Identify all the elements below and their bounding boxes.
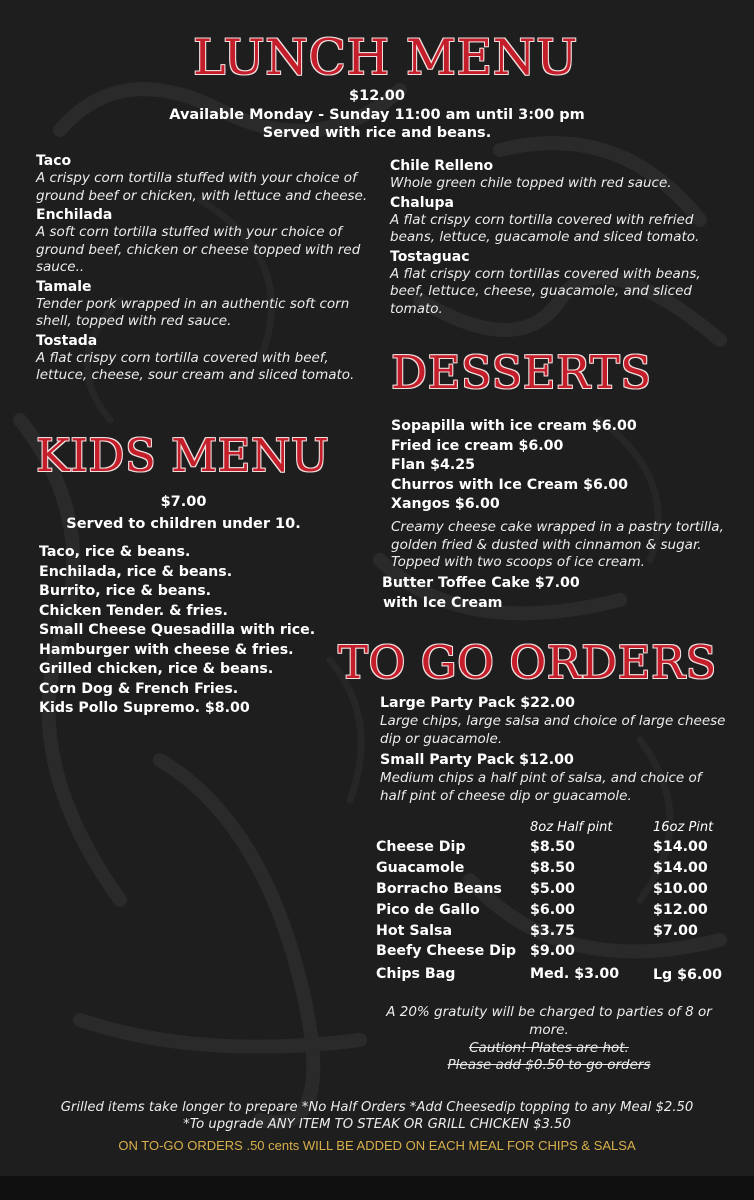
table-row xyxy=(376,899,722,920)
item-name: Chalupa xyxy=(390,194,454,211)
cell-half: $8.50 xyxy=(530,839,575,856)
lunch-price: $12.00 xyxy=(349,88,405,104)
lunch-menu-heading: LUNCH MENU xyxy=(193,29,578,86)
to-go-orders-heading: TO GO ORDERS xyxy=(338,636,717,689)
item-description: A crispy corn tortilla stuffed with your choice of ground beef or chicken, with lettuce and cheese. xyxy=(36,170,368,204)
butter-toffee-item xyxy=(382,574,580,613)
list-item: Sopapilla with ice cream $6.00 xyxy=(391,418,637,434)
item-description: A flat crispy corn tortilla covered with beef, lettuce, cheese, sour cream and sliced tomato. xyxy=(36,349,355,383)
cell-item: Chips Bag xyxy=(376,965,456,982)
item-name: Large Party Pack $22.00 xyxy=(380,695,576,711)
table-row xyxy=(376,920,722,941)
table-row xyxy=(376,941,722,962)
table-row xyxy=(376,858,722,879)
lunch-item xyxy=(36,279,378,331)
footer-to-go-notice: ON TO-GO ORDERS .50 cents WILL BE ADDED ON EACH MEAL FOR CHIPS & SALSA xyxy=(118,1138,636,1153)
cell-pint xyxy=(653,941,722,962)
side-prices-table xyxy=(376,817,722,986)
kids-price: $7.00 xyxy=(160,494,207,510)
item-name: Tostaguac xyxy=(390,248,470,265)
list-item: Flan $4.25 xyxy=(391,457,476,473)
cell-half: $9.00 xyxy=(530,943,575,960)
item-description: A flat crispy corn tortillas covered with beans, beef, lettuce, cheese, guacamole, and sliced tomato. xyxy=(390,265,701,317)
lunch-item xyxy=(390,195,735,247)
footer-line-2: *To upgrade ANY ITEM TO STEAK OR GRILL CHICKEN $3.50 xyxy=(183,1117,571,1132)
column-header-pint: 16oz Pint xyxy=(653,819,714,835)
cell-pint: $7.00 xyxy=(653,922,698,939)
lunch-availability: Available Monday - Sunday 11:00 am until 3:00 pm xyxy=(169,107,585,123)
list-item: Enchilada, rice & beans. xyxy=(39,563,233,580)
lunch-item xyxy=(36,333,378,385)
cell-item: Pico de Gallo xyxy=(376,901,480,918)
cell-item: Cheese Dip xyxy=(376,839,466,856)
list-item: Taco, rice & beans. xyxy=(39,544,191,560)
lunch-served-with: Served with rice and beans. xyxy=(262,125,492,141)
list-item: with Ice Cream xyxy=(383,594,503,611)
list-item: Butter Toffee Cake $7.00 xyxy=(382,575,580,591)
gratuity-note: A 20% gratuity will be charged to parties of 8 or more. xyxy=(386,1004,712,1038)
cell-half: $5.00 xyxy=(530,880,575,897)
column-header-half-pint: 8oz Half pint xyxy=(530,819,613,835)
xangos-description: Creamy cheese cake wrapped in a pastry tortilla, golden fried & dusted with cinnamon & sugar. Topped with two scoops of ice cream. xyxy=(391,519,724,570)
cell-half: Med. $3.00 xyxy=(530,965,620,982)
list-item: Hamburger with cheese & fries. xyxy=(39,641,294,658)
list-item: Xangos $6.00 xyxy=(391,496,500,512)
footer-line-1: Grilled items take longer to prepare *No Half Orders *Add Cheesedip topping to any Meal $2.50 xyxy=(60,1100,694,1115)
table-row xyxy=(376,879,722,900)
small-party-pack xyxy=(380,751,730,805)
cell-pint: $12.00 xyxy=(653,901,708,918)
lunch-item xyxy=(36,153,378,205)
list-item: Burrito, rice & beans. xyxy=(39,583,212,599)
item-name: Tamale xyxy=(36,278,92,295)
list-item: Chicken Tender. & fries. xyxy=(39,602,228,619)
list-item: Kids Pollo Supremo. $8.00 xyxy=(39,700,250,716)
table-row xyxy=(376,962,722,986)
item-description: Tender pork wrapped in an authentic soft corn shell, topped with red sauce. xyxy=(36,295,350,329)
cell-item: Beefy Cheese Dip xyxy=(376,943,516,960)
cell-half: $8.50 xyxy=(530,860,575,877)
cell-half: $3.75 xyxy=(530,922,575,939)
kids-items-list xyxy=(39,543,315,719)
kids-served-to: Served to children under 10. xyxy=(66,516,301,532)
item-description: A soft corn tortilla stuffed with your choice of ground beef, chicken or cheese topped with red sauce.. xyxy=(36,224,361,275)
desserts-heading: DESSERTS xyxy=(391,346,652,399)
table-header xyxy=(376,817,722,837)
cell-item: Hot Salsa xyxy=(376,922,453,939)
item-name: Small Party Pack $12.00 xyxy=(380,752,574,768)
list-item: Grilled chicken, rice & beans. xyxy=(39,661,274,677)
cell-pint: $14.00 xyxy=(653,839,708,856)
list-item: Small Cheese Quesadilla with rice. xyxy=(39,622,316,638)
cell-pint: Lg $6.00 xyxy=(653,967,723,984)
to-go-fee-note: Please add $0.50 to go orders xyxy=(447,1057,651,1073)
lunch-items-right xyxy=(390,158,735,320)
large-party-pack xyxy=(380,694,730,748)
kids-menu-heading: KIDS MENU xyxy=(36,429,330,482)
item-description: Medium chips a half pint of salsa, and choice of half pint of cheese dip or guacamole. xyxy=(380,770,702,804)
item-name: Taco xyxy=(36,153,72,169)
item-description: Whole green chile topped with red sauce. xyxy=(390,175,672,191)
table-row xyxy=(376,837,722,858)
lunch-item xyxy=(390,158,735,193)
item-name: Tostada xyxy=(36,332,98,349)
cell-pint: $10.00 xyxy=(653,880,708,897)
item-description: A flat crispy corn tortilla covered with refried beans, lettuce, guacamole and sliced tomato. xyxy=(390,211,700,245)
lunch-items-left xyxy=(36,153,378,387)
lunch-item xyxy=(36,207,378,277)
cell-pint: $14.00 xyxy=(653,860,708,877)
cell-item: Borracho Beans xyxy=(376,880,502,897)
list-item: Churros with Ice Cream $6.00 xyxy=(391,476,628,493)
item-name: Chile Relleno xyxy=(390,158,494,174)
item-name: Enchilada xyxy=(36,207,113,223)
caution-note: Caution! Plates are hot. xyxy=(469,1040,629,1056)
cell-half: $6.00 xyxy=(530,901,575,918)
list-item: Fried ice cream $6.00 xyxy=(391,437,564,454)
lunch-item xyxy=(390,249,735,319)
list-item: Corn Dog & French Fries. xyxy=(39,680,239,697)
cell-item: Guacamole xyxy=(376,860,465,877)
desserts-list xyxy=(391,417,637,515)
item-description: Large chips, large salsa and choice of large cheese dip or guacamole. xyxy=(380,713,726,747)
